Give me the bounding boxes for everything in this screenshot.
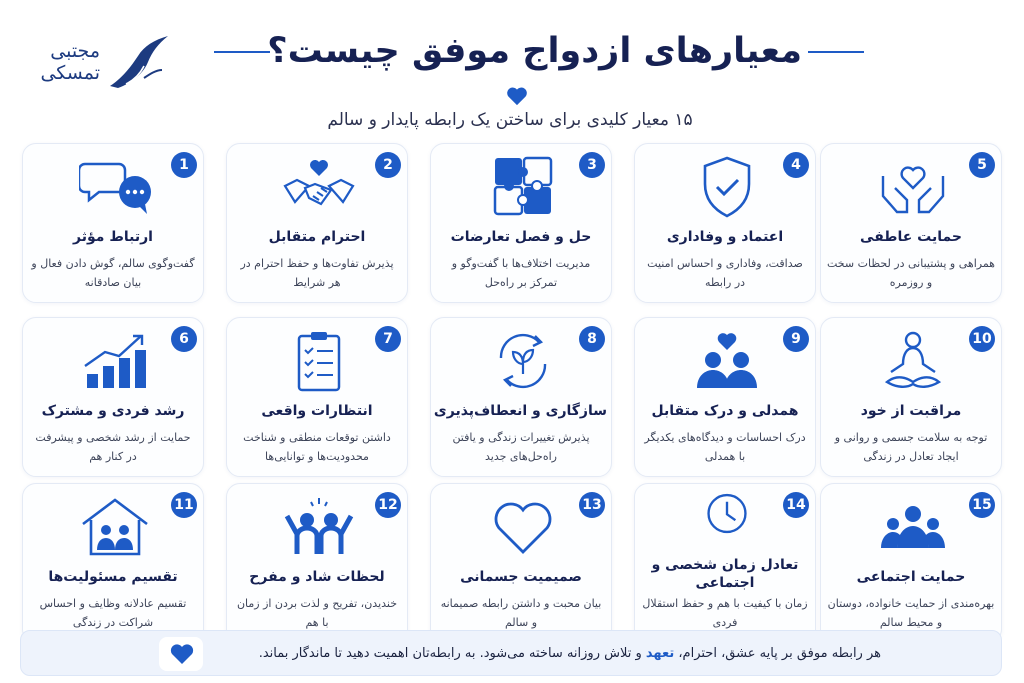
- clock-icon: [691, 490, 763, 542]
- card-number: 1: [171, 152, 197, 178]
- heart-outline-icon: [487, 496, 559, 558]
- card-title: صمیمیت جسمانی: [460, 569, 582, 585]
- card-number: 12: [375, 492, 401, 518]
- card-description: پذیرش تفاوت‌ها و حفظ احترام در هر شرایط: [240, 257, 394, 289]
- criterion-card-4: [634, 143, 816, 303]
- criterion-card-1: [22, 143, 204, 303]
- logo-text-line1: مجتبی: [50, 40, 100, 62]
- card-description: صداقت، وفاداری و احساس امنیت در رابطه: [647, 257, 803, 289]
- card-number: 2: [375, 152, 401, 178]
- card-number: 6: [171, 326, 197, 352]
- card-description: حمایت از رشد شخصی و پیشرفت در کنار هم: [35, 431, 191, 463]
- card-title: احترام متقابل: [268, 229, 366, 245]
- card-description: زمان با کیفیت با هم و حفظ استقلال فردی: [642, 597, 808, 629]
- title-row: [214, 28, 864, 78]
- house-family-icon: [79, 496, 151, 558]
- footer-text-part1: هر رابطه موفق بر پایه عشق، احترام،: [674, 646, 881, 661]
- logo-text: [20, 40, 100, 84]
- puzzle-icon: [487, 156, 559, 218]
- card-description: همراهی و پشتیبانی در لحظات سخت و روزمره: [827, 257, 995, 289]
- celebrating-people-icon: [283, 496, 355, 558]
- card-title: سازگاری و انعطاف‌پذیری: [433, 403, 607, 419]
- heart-icon: [169, 643, 195, 665]
- footer-text-part2: و تلاش روزانه ساخته می‌شود. به رابطه‌تان اهمیت دهید تا ماندگار بماند.: [258, 646, 646, 661]
- card-description: مدیریت اختلاف‌ها با گفت‌وگو و تمرکز بر راه‌حل: [451, 257, 591, 289]
- card-description: خندیدن، تفریح و لذت بردن از زمان با هم: [236, 597, 398, 629]
- card-title: حمایت اجتماعی: [856, 569, 966, 585]
- footer-highlight: تعهد: [645, 646, 675, 661]
- card-description: توجه به سلامت جسمی و روانی و ایجاد تعادل در زندگی: [834, 431, 988, 463]
- card-title: رشد فردی و مشترک: [41, 403, 185, 419]
- footer-banner: [20, 630, 1002, 676]
- page-subtitle: ۱۵ معیار کلیدی برای ساختن یک رابطه پایدار و سالم: [327, 110, 693, 130]
- card-title: همدلی و درک متقابل: [651, 403, 799, 419]
- logo-text-line2: تمسکی: [40, 62, 100, 84]
- page-title: معیارهای ازدواج موفق چیست؟: [267, 31, 802, 71]
- hands-heart-icon: [877, 156, 949, 218]
- bird-logo-icon: [104, 34, 174, 94]
- criterion-card-14: [634, 483, 816, 643]
- criterion-card-8: [430, 317, 612, 477]
- card-description: بیان محبت و داشتن رابطه صمیمانه و سالم: [440, 597, 602, 629]
- card-description: داشتن توقعات منطقی و شناخت محدودیت‌ها و توانایی‌ها: [243, 431, 391, 463]
- card-number: 14: [783, 492, 809, 518]
- criterion-card-15: [820, 483, 1002, 643]
- criterion-card-11: [22, 483, 204, 643]
- criterion-card-9: [634, 317, 816, 477]
- card-description: تقسیم عادلانه وظایف و احساس شراکت در زندگی: [39, 597, 187, 629]
- card-title: حل و فصل تعارضات: [450, 229, 592, 245]
- criterion-card-3: [430, 143, 612, 303]
- group-people-icon: [877, 496, 949, 558]
- title-heart-icon: [506, 86, 528, 106]
- card-title: ارتباط مؤثر: [73, 229, 153, 245]
- brand-logo: [20, 34, 170, 94]
- criterion-card-5: [820, 143, 1002, 303]
- chat-bubbles-icon: [79, 156, 151, 218]
- couple-heart-icon: [691, 330, 763, 392]
- card-number: 3: [579, 152, 605, 178]
- title-divider-left: [214, 51, 270, 53]
- card-title: حمایت عاطفی: [860, 229, 962, 245]
- card-number: 4: [783, 152, 809, 178]
- title-divider-right: [808, 51, 864, 53]
- card-description: پذیرش تغییرات زندگی و یافتن راه‌حل‌های جدید: [452, 431, 590, 463]
- adapt-cycle-icon: [487, 330, 559, 392]
- criterion-card-13: [430, 483, 612, 643]
- card-number: 15: [969, 492, 995, 518]
- card-number: 9: [783, 326, 809, 352]
- shield-check-icon: [691, 156, 763, 218]
- criterion-card-2: [226, 143, 408, 303]
- growth-chart-icon: [79, 330, 151, 392]
- card-number: 8: [579, 326, 605, 352]
- card-description: گفت‌وگوی سالم، گوش دادن فعال و بیان صادقانه: [31, 257, 195, 289]
- card-number: 10: [969, 326, 995, 352]
- criterion-card-10: [820, 317, 1002, 477]
- criterion-card-7: [226, 317, 408, 477]
- card-title: انتظارات واقعی: [261, 403, 373, 419]
- card-number: 5: [969, 152, 995, 178]
- criterion-card-12: [226, 483, 408, 643]
- criterion-card-6: [22, 317, 204, 477]
- card-description: درک احساسات و دیدگاه‌های یکدیگر با همدلی: [644, 431, 806, 463]
- card-title: تقسیم مسئولیت‌ها: [48, 569, 178, 585]
- footer-message: [217, 643, 881, 665]
- card-title: تعادل زمان شخصی و اجتماعی: [651, 557, 799, 591]
- card-description: بهره‌مندی از حمایت خانواده، دوستان و محیط سالم: [827, 597, 995, 629]
- card-title: اعتماد و وفاداری: [666, 229, 784, 245]
- card-number: 7: [375, 326, 401, 352]
- handshake-heart-icon: [283, 156, 355, 218]
- card-title: مراقبت از خود: [860, 403, 962, 419]
- card-title: لحظات شاد و مفرح: [249, 569, 385, 585]
- meditation-icon: [877, 330, 949, 392]
- checklist-icon: [283, 330, 355, 392]
- card-number: 13: [579, 492, 605, 518]
- card-number: 11: [171, 492, 197, 518]
